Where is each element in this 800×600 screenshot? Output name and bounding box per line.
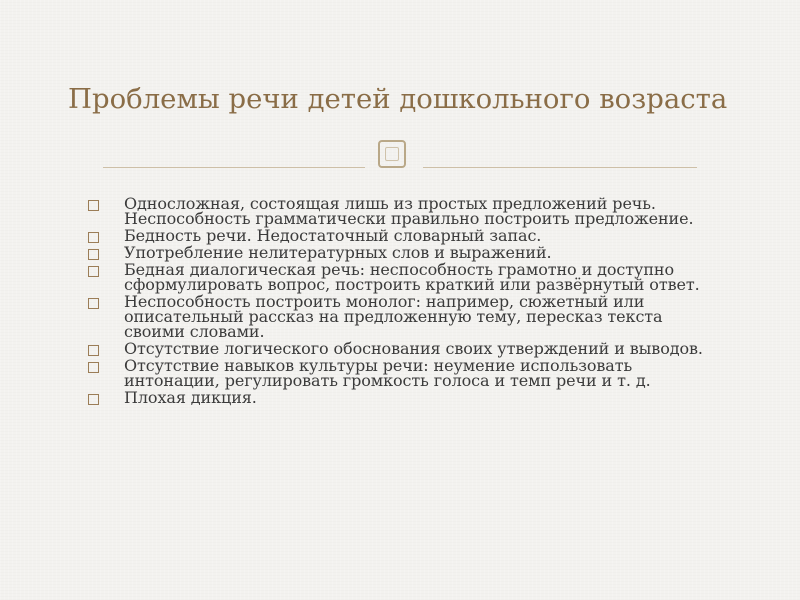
bullet-text: Употребление нелитературных слов и выражений. [124,243,552,262]
bullet-item [88,341,713,356]
bullet-text: Плохая дикция. [124,388,257,407]
hollow-square-bullet-icon [88,345,99,356]
bullet-item [88,390,713,405]
hollow-square-bullet-icon [88,232,99,243]
hollow-square-bullet-icon [88,298,99,309]
bullet-item [88,294,713,339]
hollow-square-bullet-icon [88,249,99,260]
bullet-item [88,358,713,388]
divider-line-left [103,167,365,168]
bullet-list [88,196,713,407]
bullet-text: Отсутствие логического обоснования своих утверждений и выводов. [124,339,703,358]
bullet-item [88,228,713,243]
bullet-item [88,245,713,260]
divider-line-right [423,167,697,168]
bullet-text: Бедная диалогическая речь: неспособность грамотно и доступно сформулировать вопрос, построить краткий или развёрнутый ответ. [124,260,700,294]
hollow-square-bullet-icon [88,200,99,211]
bullet-item [88,262,713,292]
bullet-item [88,196,713,226]
bullet-text: Отсутствие навыков культуры речи: неумение использовать интонации, регулировать громкость голоса и темп речи и т. д. [124,356,651,390]
slide-title: Проблемы речи детей дошкольного возраста [68,83,728,115]
hollow-square-bullet-icon [88,362,99,373]
hollow-square-bullet-icon [88,394,99,405]
title-divider [103,138,697,174]
bullet-text: Бедность речи. Недостаточный словарный запас. [124,226,542,245]
bullet-text: Односложная, состоящая лишь из простых предложений речь. Неспособность грамматически правильно построить предложение. [124,194,694,228]
hollow-square-bullet-icon [88,266,99,277]
bullet-text: Неспособность построить монолог: например, сюжетный или описательный рассказ на предложенную тему, пересказ текста своими словами. [124,292,663,341]
ornamental-square-icon [378,140,406,168]
